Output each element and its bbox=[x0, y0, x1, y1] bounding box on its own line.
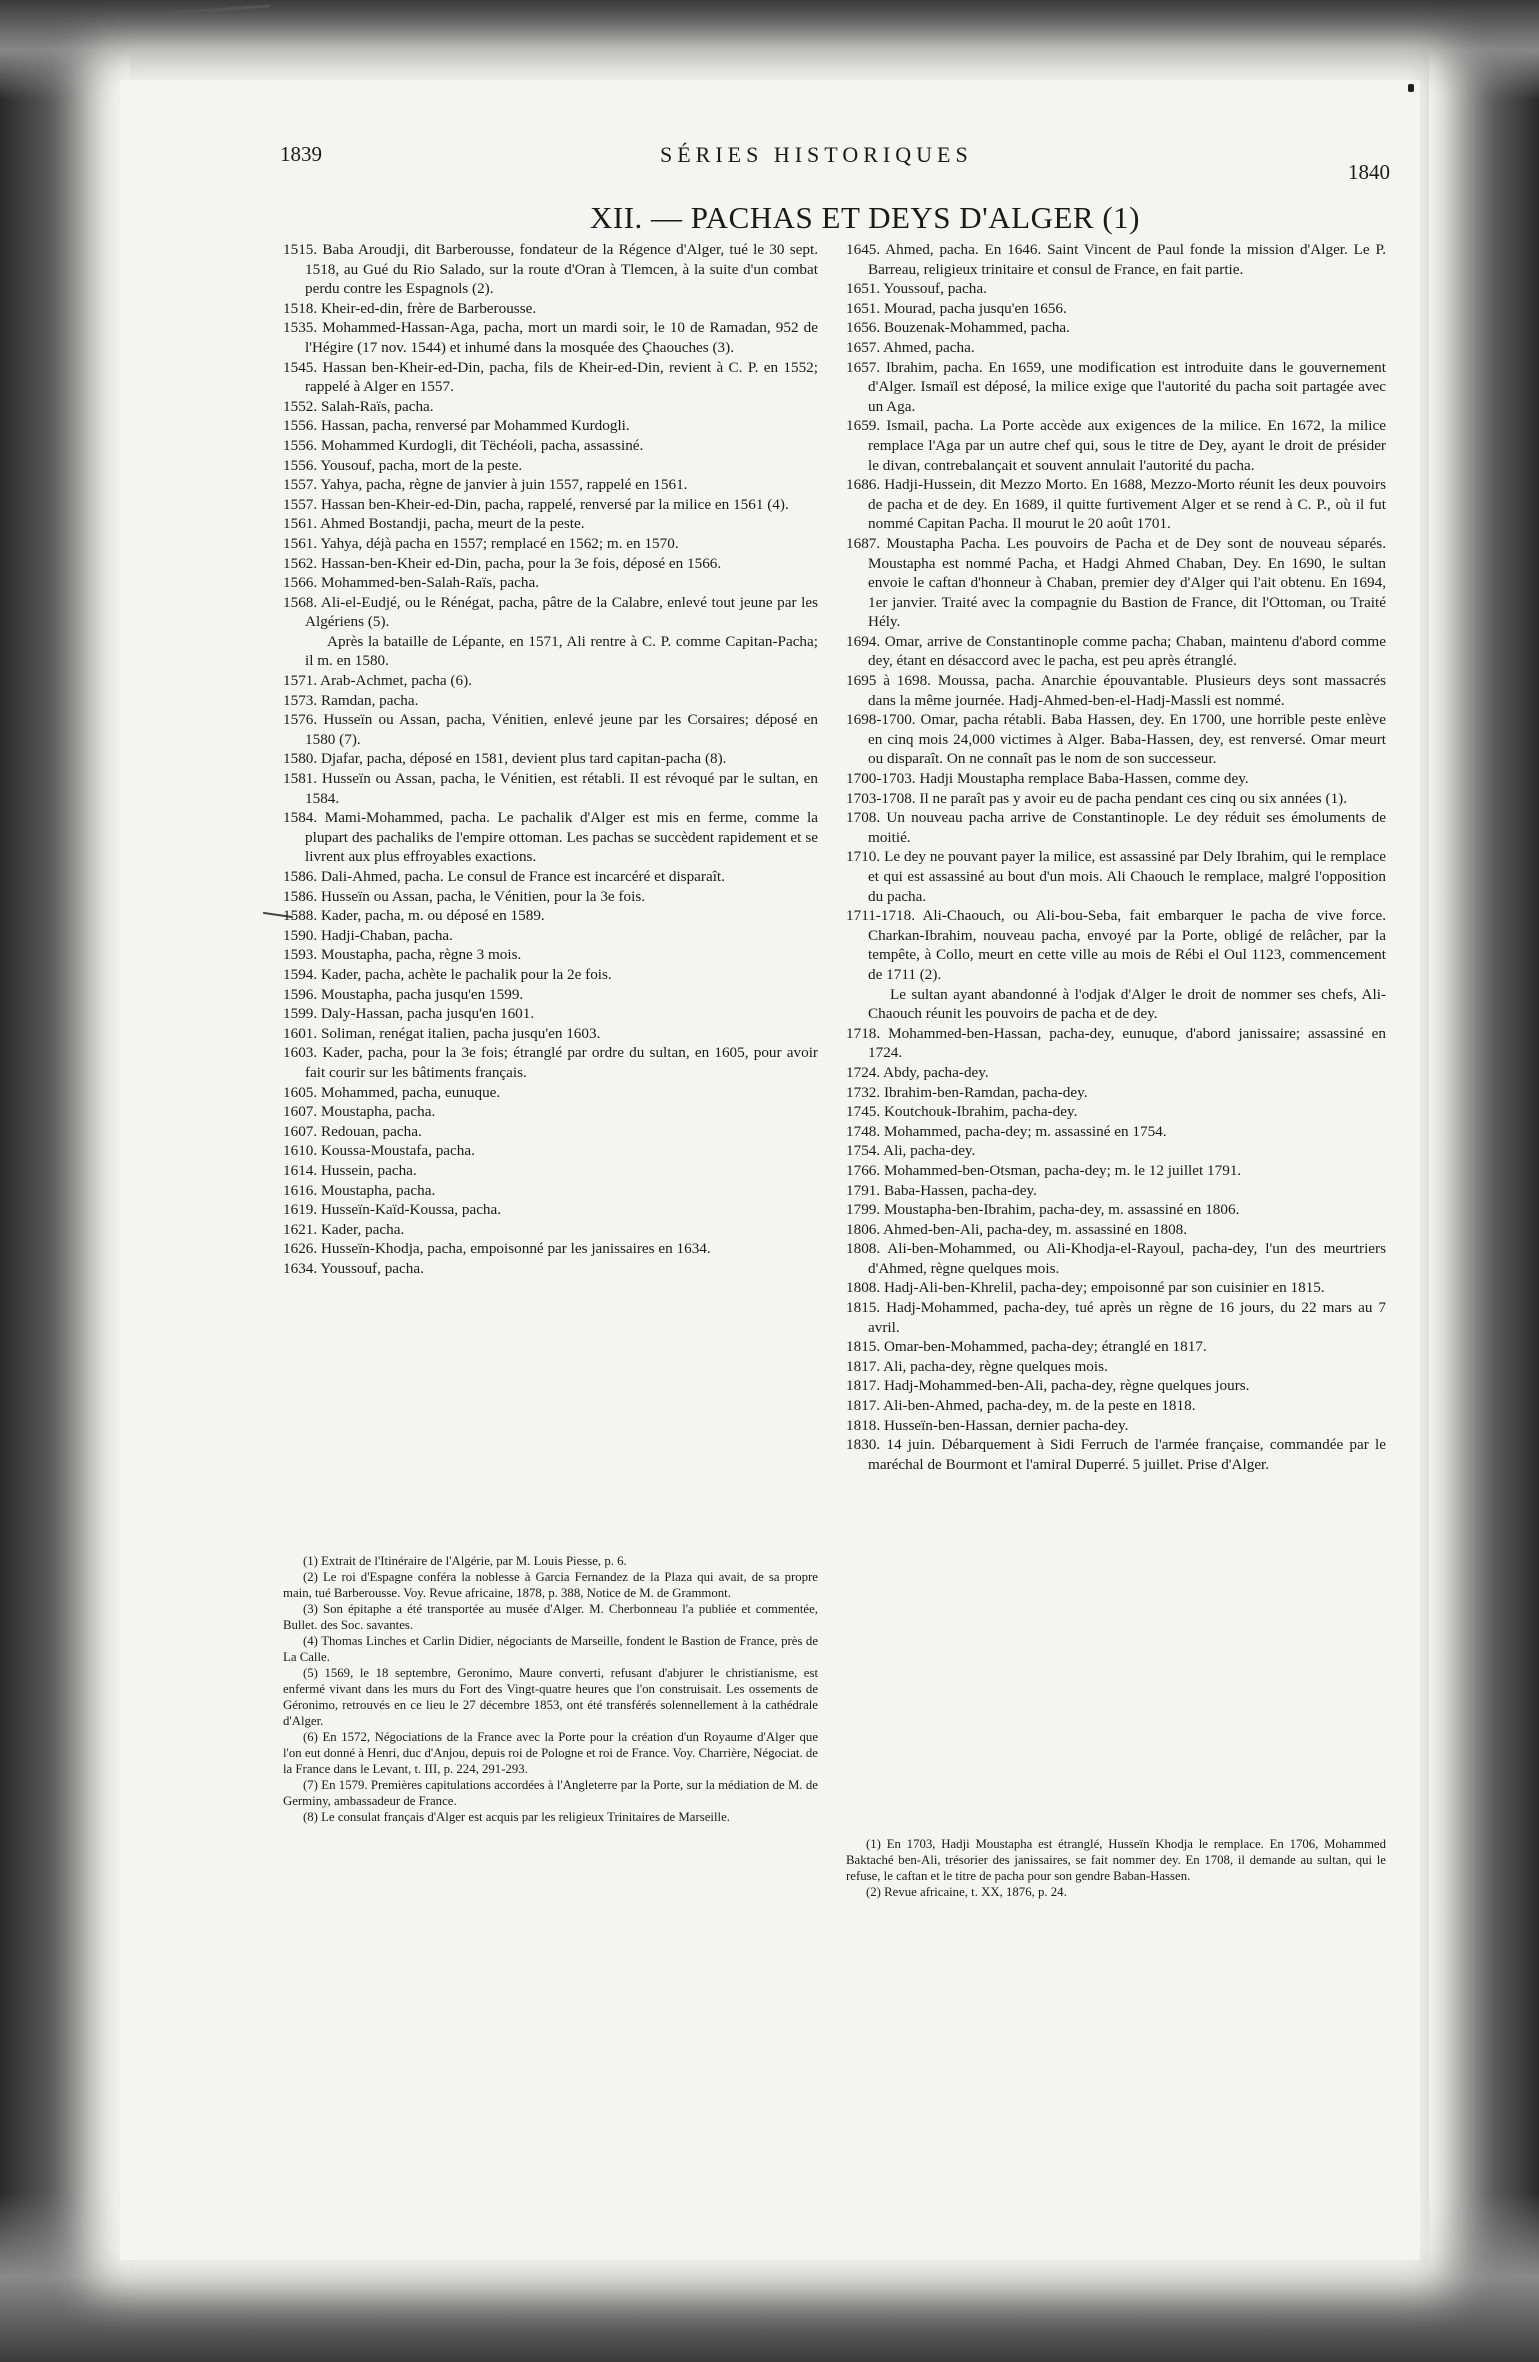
running-title: SÉRIES HISTORIQUES bbox=[660, 142, 973, 167]
list-item: 1806. Ahmed-ben-Ali, pacha-dey, m. assassiné en 1808. bbox=[846, 1220, 1188, 1238]
list-item: 1656. Bouzenak-Mohammed, pacha. bbox=[846, 319, 1070, 337]
footnote: (1) Extrait de l'Itinéraire de l'Algérie, par M. Louis Piesse, p. 6. bbox=[303, 1554, 627, 1568]
scan-shadow-right bbox=[1429, 0, 1539, 2362]
list-item: 1818. Husseïn-ben-Hassan, dernier pacha-dey. bbox=[846, 1416, 1129, 1434]
list-item: 1616. Moustapha, pacha. bbox=[283, 1181, 436, 1199]
right-footnotes bbox=[846, 1836, 1386, 1900]
list-item: 1651. Mourad, pacha jusqu'en 1656. bbox=[846, 299, 1067, 317]
page-number-left: 1839 bbox=[280, 142, 322, 166]
list-item: 1605. Mohammed, pacha, eunuque. bbox=[283, 1083, 501, 1101]
list-item: 1515. Baba Aroudji, dit Barberousse, fondateur de la Régence d'Alger, tué le 30 sept. 1518, au Gué du Rio Salado, sur la route d'Oran à Tlemcen, à la suite d'un combat perdu contre les Espagnols (2). bbox=[283, 241, 818, 298]
list-item: 1817. Ali, pacha-dey, règne quelques mois. bbox=[846, 1357, 1108, 1375]
list-item: 1645. Ahmed, pacha. En 1646. Saint Vincent de Paul fonde la mission d'Alger. Le P. Barreau, religieux trinitaire et consul de France, en fait partie. bbox=[846, 241, 1386, 278]
list-item: 1621. Kader, pacha. bbox=[283, 1220, 405, 1238]
list-item: 1619. Husseïn-Kaïd-Koussa, pacha. bbox=[283, 1201, 502, 1219]
list-item: 1556. Mohammed Kurdogli, dit Tëchéoli, pacha, assassiné. bbox=[283, 436, 644, 454]
list-item: 1576. Husseïn ou Assan, pacha, Vénitien, enlevé jeune par les Corsaires; déposé en 1580 (7). bbox=[283, 711, 818, 748]
list-item: 1568. Ali-el-Eudjé, ou le Rénégat, pacha, pâtre de la Calabre, enlevé tout jeune par les Algériens (5). bbox=[283, 593, 818, 631]
footnote: (4) Thomas Linches et Carlin Didier, négociants de Marseille, fondent le Bastion de France, près de La Calle. bbox=[283, 1634, 818, 1664]
list-item: 1754. Ali, pacha-dey. bbox=[846, 1142, 976, 1160]
list-item: 1708. Un nouveau pacha arrive de Constantinople. Le dey réduit ses émoluments de moitié. bbox=[846, 809, 1386, 846]
list-item: 1626. Husseïn-Khodja, pacha, empoisonné par les janissaires en 1634. bbox=[283, 1240, 711, 1258]
list-item: Après la bataille de Lépante, en 1571, Ali rentre à C. P. comme Capitan-Pacha; il m. en 1580. bbox=[305, 632, 818, 670]
list-item: 1651. Youssouf, pacha. bbox=[846, 280, 987, 298]
list-item: 1694. Omar, arrive de Constantinople comme pacha; Chaban, maintenu d'abord comme dey, étant en désaccord avec le pacha, est peu après étranglé. bbox=[846, 632, 1386, 670]
list-item: 1695 à 1698. Moussa, pacha. Anarchie épouvantable. Plusieurs deys sont massacrés dans la même journée. Hadj-Ahmed-ben-el-Hadj-Massli est nommé. bbox=[846, 672, 1386, 709]
footnote: (6) En 1572, Négociations de la France avec la Porte pour la création d'un Royaume d'Alger que l'on eut donné à Henri, duc d'Anjou, depuis roi de Pologne et roi de France. Voy. Charrière, Négociat. de la France dans le Levant, t. III, p. 224, 291-293. bbox=[283, 1730, 818, 1776]
list-item: 1732. Ibrahim-ben-Ramdan, pacha-dey. bbox=[846, 1083, 1088, 1101]
list-item: 1745. Koutchouk-Ibrahim, pacha-dey. bbox=[846, 1103, 1078, 1121]
list-item: 1556. Hassan, pacha, renversé par Mohammed Kurdogli. bbox=[283, 417, 630, 435]
list-item: 1593. Moustapha, pacha, règne 3 mois. bbox=[283, 946, 522, 964]
left-footnotes bbox=[283, 1553, 818, 1825]
list-item: 1603. Kader, pacha, pour la 3e fois; étranglé par ordre du sultan, en 1605, pour avoir fait courir sur les bâtiments français. bbox=[283, 1044, 818, 1081]
list-item: 1687. Moustapha Pacha. Les pouvoirs de Pacha et de Dey sont de nouveau séparés. Moustapha est nommé Pacha, et Hadgi Ahmed Chaban, Dey. En 1690, le sultan envoie le caftan d'honneur à Chaban, premier dey d'Alger qui l'ait obtenu. En 1694, 1er janvier. Traité avec la compagnie du Bastion de France, dit l'Ottoman, ou Traité Hély. bbox=[846, 534, 1386, 631]
list-item: 1584. Mami-Mohammed, pacha. Le pachalik d'Alger est mis en ferme, comme la plupart des pachaliks de l'empire ottoman. Les pachas se succèdent rapidement et se livrent aux plus effroyables exactions. bbox=[283, 809, 818, 866]
list-item: 1718. Mohammed-ben-Hassan, pacha-dey, eunuque, d'abord janissaire; assassiné en 1724. bbox=[846, 1024, 1386, 1062]
list-item: 1817. Hadj-Mohammed-ben-Ali, pacha-dey, règne quelques jours. bbox=[846, 1377, 1250, 1395]
list-item: 1571. Arab-Achmet, pacha (6). bbox=[283, 672, 472, 690]
list-item: 1588. Kader, pacha, m. ou déposé en 1589. bbox=[283, 907, 545, 925]
section-title: XII. — PACHAS ET DEYS D'ALGER (1) bbox=[590, 200, 1140, 235]
list-item: 1580. Djafar, pacha, déposé en 1581, devient plus tard capitan-pacha (8). bbox=[283, 750, 727, 768]
list-item: 1700-1703. Hadji Moustapha remplace Baba-Hassen, comme dey. bbox=[846, 770, 1249, 788]
running-header bbox=[280, 134, 1390, 184]
list-item: Le sultan ayant abandonné à l'odjak d'Alger le droit de nommer ses chefs, Ali-Chaouch réunit les pouvoirs de pacha et de dey. bbox=[868, 985, 1386, 1023]
list-item: 1562. Hassan-ben-Kheir ed-Din, pacha, pour la 3e fois, déposé en 1566. bbox=[283, 554, 722, 572]
list-item: 1586. Husseïn ou Assan, pacha, le Vénitien, pour la 3e fois. bbox=[283, 887, 646, 905]
list-item: 1566. Mohammed-ben-Salah-Raïs, pacha. bbox=[283, 574, 540, 592]
list-item: 1686. Hadji-Hussein, dit Mezzo Morto. En 1688, Mezzo-Morto réunit les deux pouvoirs de pacha et de dey. En 1689, il quitte furtivement Alger et se rend à C. P., où il fut nommé Capitan Pacha. Il mourut le 20 août 1701. bbox=[846, 476, 1386, 533]
list-item: 1703-1708. Il ne paraît pas y avoir eu de pacha pendant ces cinq ou six années (1). bbox=[846, 789, 1348, 807]
list-item: 1766. Mohammed-ben-Otsman, pacha-dey; m. le 12 juillet 1791. bbox=[846, 1161, 1242, 1179]
footnote: (7) En 1579. Premières capitulations accordées à l'Angleterre par la Porte, sur la médiation de M. de Germiny, ambassadeur de France. bbox=[283, 1778, 818, 1808]
footnote: (5) 1569, le 18 septembre, Geronimo, Maure converti, refusant d'abjurer le christianisme, est enfermé vivant dans les murs du Fort des Vingt-quatre heures que l'on construisait. Les ossements de Géronimo, retrouvés en ce lieu le 27 décembre 1853, ont été transférés solennellement à la cathédrale d'Alger. bbox=[283, 1666, 818, 1728]
list-item: 1607. Moustapha, pacha. bbox=[283, 1103, 436, 1121]
list-item: 1535. Mohammed-Hassan-Aga, pacha, mort un mardi soir, le 10 de Ramadan, 952 de l'Hégire (17 nov. 1544) et inhumé dans la mosquée des Çhaouches (3). bbox=[283, 319, 818, 356]
list-item: 1596. Moustapha, pacha jusqu'en 1599. bbox=[283, 985, 524, 1003]
list-item: 1815. Hadj-Mohammed, pacha-dey, tué après un règne de 16 jours, du 22 mars au 7 avril. bbox=[846, 1299, 1386, 1336]
footnote: (8) Le consulat français d'Alger est acquis par les religieux Trinitaires de Marseille. bbox=[303, 1810, 730, 1824]
list-item: 1698-1700. Omar, pacha rétabli. Baba Hassen, dey. En 1700, une horrible peste enlève en cinq mois 24,000 victimes à Alger. Baba-Hassen, dey, est renversé. Omar meurt ou disparaît. On ne connaît pas le nom de son successeur. bbox=[846, 711, 1386, 768]
list-item: 1817. Ali-ben-Ahmed, pacha-dey, m. de la peste en 1818. bbox=[846, 1397, 1196, 1415]
list-item: 1711-1718. Ali-Chaouch, ou Ali-bou-Seba, fait embarquer le pacha de vive force. Charkan-Ibrahim, nouveau pacha, envoyé par la Porte, obligé de relâcher, par la tempête, à Collo, meurt en cette ville au mois de Rébi el Oul 1123, commencement de 1711 (2). bbox=[846, 907, 1386, 983]
list-item: 1724. Abdy, pacha-dey. bbox=[846, 1063, 989, 1081]
list-item: 1659. Ismail, pacha. La Porte accède aux exigences de la milice. En 1672, la milice remplace l'Aga par un autre chef qui, sous le titre de Dey, ayant le droit de présider le divan, contrebalançait et souvent annulait l'autorité du pacha. bbox=[846, 417, 1386, 474]
list-item: 1581. Husseïn ou Assan, pacha, le Vénitien, est rétabli. Il est révoqué par le sultan, en 1584. bbox=[283, 770, 818, 807]
list-item: 1557. Hassan ben-Kheir-ed-Din, pacha, rappelé, renversé par la milice en 1561 (4). bbox=[283, 495, 789, 513]
list-item: 1710. Le dey ne pouvant payer la milice, est assassiné par Dely Ibrahim, qui le remplace et qui est assassiné au bout d'un mois. Ali Chaouch le remplace, malgré l'opposition du pacha. bbox=[846, 848, 1386, 905]
list-item: 1557. Yahya, pacha, règne de janvier à juin 1557, rappelé en 1561. bbox=[283, 476, 688, 494]
list-item: 1657. Ibrahim, pacha. En 1659, une modification est introduite dans le gouvernement d'Alger. Ismaïl est déposé, la milice exige que l'autorité du pacha soit partagée avec un Aga. bbox=[846, 358, 1386, 415]
list-item: 1561. Yahya, déjà pacha en 1557; remplacé en 1562; m. en 1570. bbox=[283, 534, 679, 552]
list-item: 1601. Soliman, renégat italien, pacha jusqu'en 1603. bbox=[283, 1024, 601, 1042]
left-column bbox=[283, 240, 818, 1278]
list-item: 1830. 14 juin. Débarquement à Sidi Ferruch de l'armée française, commandée par le maréchal de Bourmont et l'amiral Duperré. 5 juillet. Prise d'Alger. bbox=[846, 1436, 1386, 1473]
list-item: 1791. Baba-Hassen, pacha-dey. bbox=[846, 1181, 1037, 1199]
list-item: 1808. Ali-ben-Mohammed, ou Ali-Khodja-el-Rayoul, pacha-dey, l'un des meurtriers d'Ahmed, règne quelques mois. bbox=[846, 1240, 1386, 1277]
list-item: 1518. Kheir-ed-din, frère de Barberousse. bbox=[283, 299, 537, 317]
list-item: 1573. Ramdan, pacha. bbox=[283, 691, 419, 709]
footnote: (3) Son épitaphe a été transportée au musée d'Alger. M. Cherbonneau l'a publiée et commentée, Bullet. des Soc. savantes. bbox=[283, 1602, 818, 1632]
list-item: 1657. Ahmed, pacha. bbox=[846, 338, 975, 356]
list-item: 1552. Salah-Raïs, pacha. bbox=[283, 397, 434, 415]
list-item: 1545. Hassan ben-Kheir-ed-Din, pacha, fils de Kheir-ed-Din, revient à C. P. en 1552; rappelé à Alger en 1557. bbox=[283, 358, 818, 396]
list-item: 1808. Hadj-Ali-ben-Khrelil, pacha-dey; empoisonné par son cuisinier en 1815. bbox=[846, 1279, 1325, 1297]
list-item: 1607. Redouan, pacha. bbox=[283, 1122, 422, 1140]
list-item: 1799. Moustapha-ben-Ibrahim, pacha-dey, m. assassiné en 1806. bbox=[846, 1201, 1240, 1219]
list-item: 1815. Omar-ben-Mohammed, pacha-dey; étranglé en 1817. bbox=[846, 1338, 1207, 1356]
list-item: 1634. Youssouf, pacha. bbox=[283, 1259, 424, 1277]
footnote: (2) Revue africaine, t. XX, 1876, p. 24. bbox=[866, 1885, 1067, 1899]
list-item: 1556. Yousouf, pacha, mort de la peste. bbox=[283, 456, 523, 474]
scan-shadow-left bbox=[0, 0, 130, 2362]
list-item: 1586. Dali-Ahmed, pacha. Le consul de France est incarcéré et disparaît. bbox=[283, 868, 725, 885]
list-item: 1610. Koussa-Moustafa, pacha. bbox=[283, 1142, 475, 1160]
list-item: 1594. Kader, pacha, achète le pachalik pour la 2e fois. bbox=[283, 965, 612, 983]
footnote: (1) En 1703, Hadji Moustapha est étranglé, Husseïn Khodja le remplace. En 1706, Mohammed Baktaché ben-Ali, trésorier des janissaires, se fait nommer dey. En 1708, il demande au sultan, qui le refuse, le caftan et le titre de pacha pour son gendre Baban-Hassen. bbox=[846, 1837, 1386, 1883]
list-item: 1614. Hussein, pacha. bbox=[283, 1161, 417, 1179]
list-item: 1561. Ahmed Bostandji, pacha, meurt de la peste. bbox=[283, 515, 585, 533]
list-item: 1748. Mohammed, pacha-dey; m. assassiné en 1754. bbox=[846, 1122, 1167, 1140]
footnote: (2) Le roi d'Espagne conféra la noblesse à Garcia Fernandez de la Plaza qui avait, de sa propre main, tué Barberousse. Voy. Revue africaine, 1878, p. 388, Notice de M. de Grammont. bbox=[283, 1570, 818, 1600]
page-number-right: 1840 bbox=[1348, 160, 1390, 184]
scan-mark bbox=[1408, 84, 1414, 92]
right-column bbox=[846, 240, 1386, 1474]
list-item: 1599. Daly-Hassan, pacha jusqu'en 1601. bbox=[283, 1005, 535, 1023]
list-item: 1590. Hadji-Chaban, pacha. bbox=[283, 926, 453, 944]
